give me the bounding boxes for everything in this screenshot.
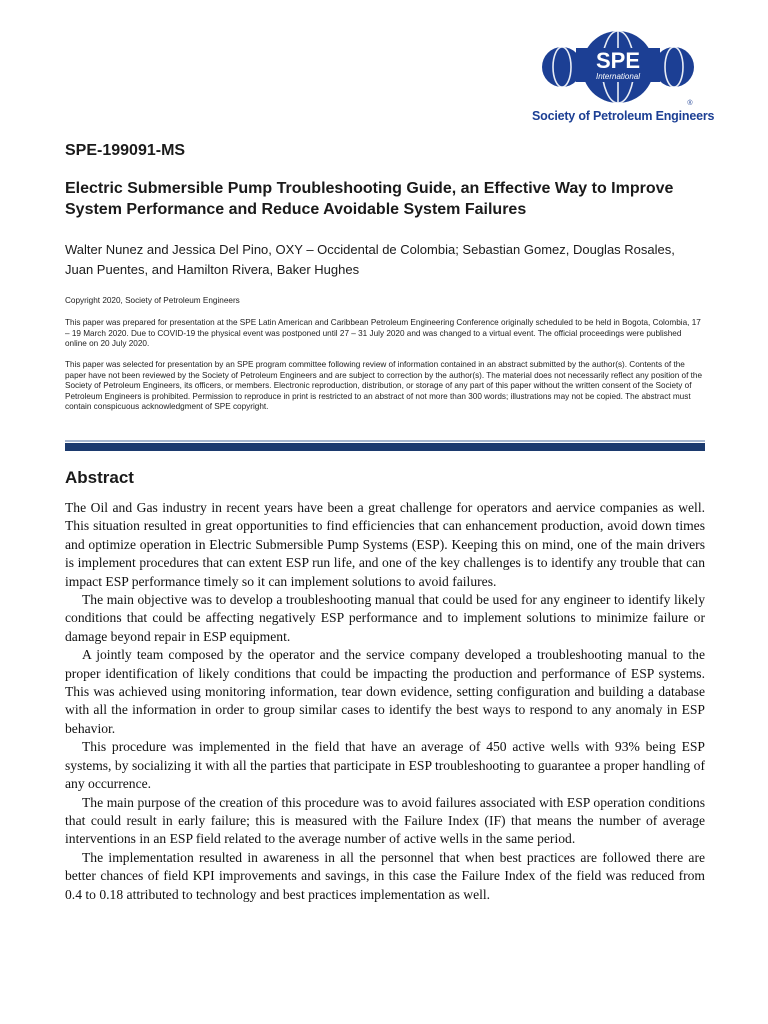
presentation-notice: This paper was prepared for presentation at the SPE Latin American and Caribbean Petroleum Engineering Conference originally scheduled to be held in Bogota, Colombia, 17 – 19 March 2020. Due to COVID-19 the physical event was postponed until 27 – 31 July 2020 and was changed to a virtual event. The official proceedings were published online on 20 July 2020. [65,318,701,349]
abstract-paragraph: The Oil and Gas industry in recent years have been a great challenge for operators and aervice companies as well. This situation resulted in great opportunities to find efficiencies that can enhancement production, avoid down times and optimize operation in Electric Submersible Pump Systems (ESP). Keeping this on mind, one of the main drivers is implement procedures that can extent ESP run life, and one of the key challenges is to identify any trouble that can impact ESP performance timely so it can implement solutions to avoid failures. [65,500,705,589]
logo-sub: International [595,72,641,81]
selection-notice: This paper was selected for presentation by an SPE program committee following review of information contained in an abstract submitted by the author(s). Contents of the paper have not been reviewed by the Society of Petroleum Engineers and are subject to correction by the author(s). The material does not necessarily reflect any position of the Society of Petroleum Engineers, its officers, or members. Electronic reproduction, distribution, or storage of any part of this paper without the written consent of the Society of Petroleum Engineers is prohibited. Permission to reproduce in print is restricted to an abstract of not more than 300 words; illustrations may not be copied. The abstract must contain conspicuous acknowledgment of SPE copyright. [65,360,703,412]
registered-mark: ® [687,100,693,106]
abstract-paragraph: The main purpose of the creation of this procedure was to avoid failures associated with ESP operation conditions that could result in early failure; this is measured with the Failure Index (IF) that means the number of average interventions in an ESP field related to the average number of active wells in the same period. [65,794,705,847]
abstract-body [65,499,705,904]
spe-globe-logo-icon [540,30,696,106]
paper-number: SPE-199091-MS [65,142,186,159]
section-divider-bar [65,443,705,451]
spe-logo [532,30,715,126]
section-divider-thin [65,440,705,442]
logo-acronym: SPE [595,48,641,73]
abstract-paragraph: The main objective was to develop a troubleshooting manual that could be used for any engineer to identify likely conditions that could be affecting negatively ESP performance and to implement solutions to minimize failure or damage beyond repair in ESP equipment. [65,592,705,644]
paper-authors: Walter Nunez and Jessica Del Pino, OXY – Occidental de Colombia; Sebastian Gomez, Douglas Rosales, Juan Puentes, and Hamilton Rivera, Baker Hughes [65,242,675,277]
abstract-paragraph: This procedure was implemented in the field that have an average of 450 active wells with 93% being ESP systems, by socializing it with all the parties that participate in ESP troubleshooting to guarantee a proper handling of any occurrence. [65,739,705,792]
abstract-heading: Abstract [65,468,134,487]
paper-title: Electric Submersible Pump Troubleshooting Guide, an Effective Way to Improve System Performance and Reduce Avoidable System Failures [65,180,674,218]
copyright-notice: Copyright 2020, Society of Petroleum Engineers [65,296,240,305]
abstract-paragraph: A jointly team composed by the operator and the service company developed a troubleshooting manual to the proper identification of likely conditions that could be impacting the production and performance of ESP systems. This was achieved using monitoring information, tear down evidence, setting configuration and building a database with all the information in order to group similar cases to identify the best ways to respond to any anomaly in ESP behavior. [65,647,705,736]
abstract-paragraph: The implementation resulted in awareness in all the personnel that when best practices are followed there are better chances of field KPI improvements and savings, in this case the Failure Index of the field was reduced from 0.4 to 0.18 attributed to technology and best practices implementation as well. [65,849,705,902]
organization-name: Society of Petroleum Engineers [532,109,715,123]
